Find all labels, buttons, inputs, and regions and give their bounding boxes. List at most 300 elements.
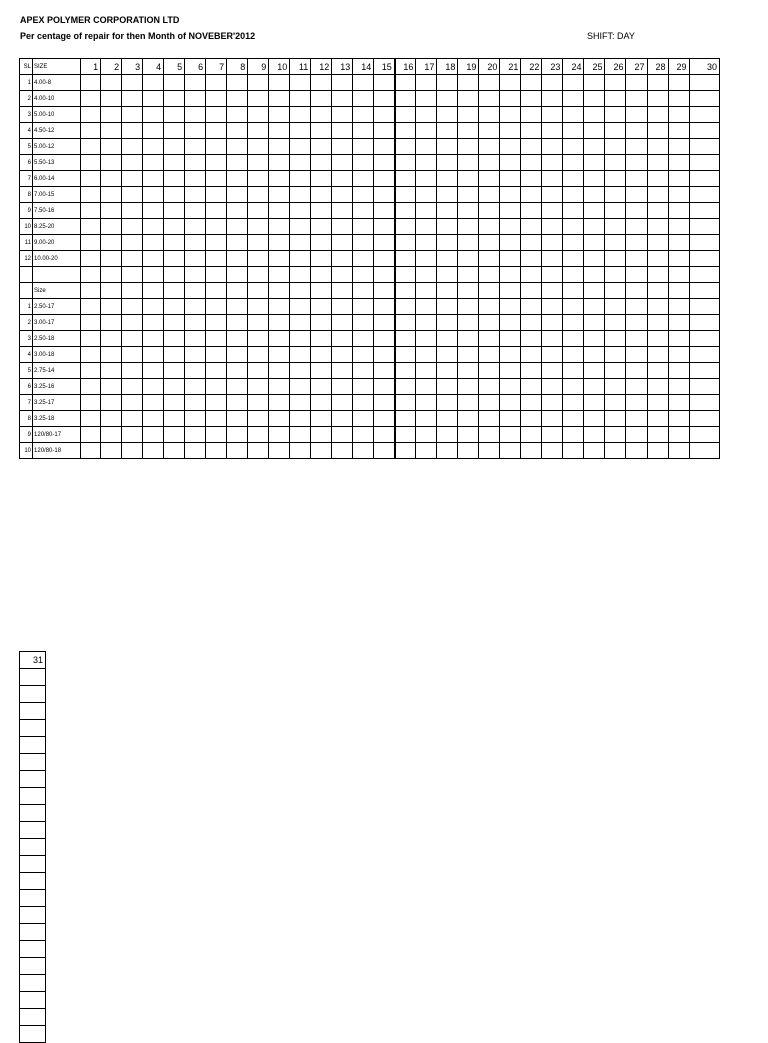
data-cell[interactable] [563, 155, 584, 171]
data-cell[interactable] [206, 299, 227, 315]
data-cell[interactable] [647, 187, 668, 203]
data-cell[interactable] [584, 235, 605, 251]
data-cell[interactable] [353, 331, 374, 347]
data-cell[interactable] [290, 267, 311, 283]
data-cell[interactable] [227, 363, 248, 379]
data-cell[interactable] [20, 805, 46, 822]
data-cell[interactable] [647, 203, 668, 219]
data-cell[interactable] [332, 219, 353, 235]
data-cell[interactable] [101, 251, 122, 267]
data-cell[interactable] [626, 267, 647, 283]
data-cell[interactable] [353, 219, 374, 235]
data-cell[interactable] [605, 443, 626, 459]
data-cell[interactable] [563, 171, 584, 187]
data-cell[interactable] [542, 187, 563, 203]
data-cell[interactable] [332, 347, 353, 363]
data-cell[interactable] [164, 219, 185, 235]
data-cell[interactable] [248, 363, 269, 379]
data-cell[interactable] [374, 299, 395, 315]
data-cell[interactable] [185, 427, 206, 443]
data-cell[interactable] [584, 427, 605, 443]
data-cell[interactable] [122, 107, 143, 123]
data-cell[interactable] [584, 331, 605, 347]
data-cell[interactable] [143, 219, 164, 235]
data-cell[interactable] [374, 395, 395, 411]
data-cell[interactable] [248, 187, 269, 203]
data-cell[interactable] [122, 219, 143, 235]
data-cell[interactable] [269, 123, 290, 139]
data-cell[interactable] [248, 283, 269, 299]
data-cell[interactable] [500, 219, 521, 235]
data-cell[interactable] [185, 347, 206, 363]
data-cell[interactable] [332, 75, 353, 91]
data-cell[interactable] [206, 75, 227, 91]
data-cell[interactable] [122, 203, 143, 219]
data-cell[interactable] [101, 395, 122, 411]
data-cell[interactable] [332, 315, 353, 331]
data-cell[interactable] [563, 235, 584, 251]
data-cell[interactable] [311, 139, 332, 155]
data-cell[interactable] [374, 107, 395, 123]
data-cell[interactable] [668, 299, 689, 315]
data-cell[interactable] [689, 235, 719, 251]
data-cell[interactable] [479, 155, 500, 171]
data-cell[interactable] [185, 139, 206, 155]
data-cell[interactable] [458, 443, 479, 459]
data-cell[interactable] [437, 331, 458, 347]
data-cell[interactable] [353, 299, 374, 315]
data-cell[interactable] [164, 379, 185, 395]
data-cell[interactable] [416, 331, 437, 347]
data-cell[interactable] [689, 363, 719, 379]
data-cell[interactable] [626, 411, 647, 427]
data-cell[interactable] [185, 203, 206, 219]
data-cell[interactable] [668, 315, 689, 331]
data-cell[interactable] [374, 203, 395, 219]
data-cell[interactable] [458, 139, 479, 155]
data-cell[interactable] [626, 91, 647, 107]
data-cell[interactable] [584, 251, 605, 267]
data-cell[interactable] [290, 427, 311, 443]
data-cell[interactable] [164, 283, 185, 299]
data-cell[interactable] [101, 123, 122, 139]
data-cell[interactable] [269, 283, 290, 299]
data-cell[interactable] [689, 443, 719, 459]
data-cell[interactable] [542, 443, 563, 459]
data-cell[interactable] [626, 219, 647, 235]
data-cell[interactable] [479, 331, 500, 347]
data-cell[interactable] [668, 123, 689, 139]
data-cell[interactable] [605, 235, 626, 251]
data-cell[interactable] [563, 315, 584, 331]
data-cell[interactable] [395, 171, 416, 187]
data-cell[interactable] [290, 331, 311, 347]
data-cell[interactable] [458, 171, 479, 187]
data-cell[interactable] [164, 155, 185, 171]
data-cell[interactable] [416, 379, 437, 395]
data-cell[interactable] [668, 235, 689, 251]
data-cell[interactable] [458, 315, 479, 331]
data-cell[interactable] [206, 427, 227, 443]
data-cell[interactable] [81, 267, 101, 283]
data-cell[interactable] [206, 395, 227, 411]
data-cell[interactable] [500, 443, 521, 459]
data-cell[interactable] [143, 379, 164, 395]
data-cell[interactable] [269, 107, 290, 123]
data-cell[interactable] [227, 123, 248, 139]
data-cell[interactable] [689, 187, 719, 203]
data-cell[interactable] [20, 686, 46, 703]
data-cell[interactable] [626, 203, 647, 219]
data-cell[interactable] [353, 171, 374, 187]
data-cell[interactable] [605, 75, 626, 91]
data-cell[interactable] [164, 331, 185, 347]
data-cell[interactable] [290, 155, 311, 171]
data-cell[interactable] [521, 427, 542, 443]
data-cell[interactable] [81, 187, 101, 203]
data-cell[interactable] [101, 139, 122, 155]
data-cell[interactable] [605, 395, 626, 411]
data-cell[interactable] [332, 171, 353, 187]
data-cell[interactable] [20, 771, 46, 788]
data-cell[interactable] [458, 347, 479, 363]
data-cell[interactable] [521, 315, 542, 331]
data-cell[interactable] [143, 203, 164, 219]
data-cell[interactable] [395, 363, 416, 379]
data-cell[interactable] [521, 123, 542, 139]
data-cell[interactable] [81, 379, 101, 395]
data-cell[interactable] [311, 379, 332, 395]
data-cell[interactable] [122, 427, 143, 443]
data-cell[interactable] [605, 155, 626, 171]
data-cell[interactable] [143, 299, 164, 315]
data-cell[interactable] [563, 411, 584, 427]
data-cell[interactable] [290, 91, 311, 107]
data-cell[interactable] [248, 91, 269, 107]
data-cell[interactable] [290, 251, 311, 267]
data-cell[interactable] [143, 107, 164, 123]
data-cell[interactable] [206, 155, 227, 171]
data-cell[interactable] [290, 203, 311, 219]
data-cell[interactable] [668, 187, 689, 203]
data-cell[interactable] [290, 139, 311, 155]
data-cell[interactable] [164, 251, 185, 267]
data-cell[interactable] [101, 443, 122, 459]
data-cell[interactable] [122, 443, 143, 459]
data-cell[interactable] [458, 267, 479, 283]
data-cell[interactable] [626, 75, 647, 91]
data-cell[interactable] [185, 219, 206, 235]
data-cell[interactable] [122, 155, 143, 171]
data-cell[interactable] [122, 411, 143, 427]
data-cell[interactable] [311, 283, 332, 299]
data-cell[interactable] [332, 331, 353, 347]
data-cell[interactable] [332, 411, 353, 427]
data-cell[interactable] [248, 395, 269, 411]
data-cell[interactable] [626, 347, 647, 363]
data-cell[interactable] [143, 251, 164, 267]
data-cell[interactable] [332, 155, 353, 171]
data-cell[interactable] [584, 203, 605, 219]
data-cell[interactable] [185, 443, 206, 459]
data-cell[interactable] [605, 91, 626, 107]
data-cell[interactable] [500, 299, 521, 315]
data-cell[interactable] [458, 395, 479, 411]
data-cell[interactable] [269, 363, 290, 379]
data-cell[interactable] [584, 283, 605, 299]
data-cell[interactable] [81, 171, 101, 187]
data-cell[interactable] [437, 347, 458, 363]
data-cell[interactable] [416, 187, 437, 203]
data-cell[interactable] [479, 411, 500, 427]
data-cell[interactable] [563, 283, 584, 299]
data-cell[interactable] [227, 427, 248, 443]
data-cell[interactable] [81, 299, 101, 315]
data-cell[interactable] [143, 171, 164, 187]
data-cell[interactable] [206, 315, 227, 331]
data-cell[interactable] [647, 235, 668, 251]
data-cell[interactable] [542, 363, 563, 379]
data-cell[interactable] [353, 363, 374, 379]
data-cell[interactable] [143, 363, 164, 379]
data-cell[interactable] [542, 331, 563, 347]
data-cell[interactable] [206, 251, 227, 267]
data-cell[interactable] [458, 203, 479, 219]
data-cell[interactable] [647, 251, 668, 267]
data-cell[interactable] [185, 123, 206, 139]
data-cell[interactable] [500, 347, 521, 363]
data-cell[interactable] [437, 203, 458, 219]
data-cell[interactable] [668, 427, 689, 443]
data-cell[interactable] [563, 107, 584, 123]
data-cell[interactable] [227, 139, 248, 155]
data-cell[interactable] [290, 411, 311, 427]
data-cell[interactable] [584, 171, 605, 187]
data-cell[interactable] [605, 107, 626, 123]
data-cell[interactable] [668, 219, 689, 235]
data-cell[interactable] [101, 331, 122, 347]
data-cell[interactable] [269, 299, 290, 315]
data-cell[interactable] [395, 267, 416, 283]
data-cell[interactable] [143, 427, 164, 443]
data-cell[interactable] [395, 395, 416, 411]
data-cell[interactable] [458, 91, 479, 107]
data-cell[interactable] [143, 283, 164, 299]
data-cell[interactable] [227, 107, 248, 123]
data-cell[interactable] [290, 171, 311, 187]
data-cell[interactable] [605, 411, 626, 427]
data-cell[interactable] [479, 219, 500, 235]
data-cell[interactable] [689, 123, 719, 139]
data-cell[interactable] [206, 283, 227, 299]
data-cell[interactable] [101, 91, 122, 107]
data-cell[interactable] [584, 75, 605, 91]
data-cell[interactable] [353, 347, 374, 363]
data-cell[interactable] [185, 187, 206, 203]
data-cell[interactable] [395, 427, 416, 443]
data-cell[interactable] [332, 427, 353, 443]
data-cell[interactable] [416, 123, 437, 139]
data-cell[interactable] [605, 171, 626, 187]
data-cell[interactable] [206, 91, 227, 107]
data-cell[interactable] [563, 331, 584, 347]
data-cell[interactable] [563, 299, 584, 315]
data-cell[interactable] [290, 75, 311, 91]
data-cell[interactable] [185, 379, 206, 395]
data-cell[interactable] [416, 219, 437, 235]
data-cell[interactable] [143, 267, 164, 283]
data-cell[interactable] [395, 155, 416, 171]
data-cell[interactable] [626, 171, 647, 187]
data-cell[interactable] [185, 411, 206, 427]
data-cell[interactable] [20, 1009, 46, 1026]
data-cell[interactable] [668, 139, 689, 155]
data-cell[interactable] [206, 411, 227, 427]
data-cell[interactable] [416, 299, 437, 315]
data-cell[interactable] [353, 91, 374, 107]
data-cell[interactable] [206, 235, 227, 251]
data-cell[interactable] [164, 123, 185, 139]
data-cell[interactable] [269, 203, 290, 219]
data-cell[interactable] [605, 187, 626, 203]
data-cell[interactable] [395, 347, 416, 363]
data-cell[interactable] [101, 219, 122, 235]
data-cell[interactable] [227, 251, 248, 267]
data-cell[interactable] [374, 347, 395, 363]
data-cell[interactable] [81, 91, 101, 107]
data-cell[interactable] [626, 251, 647, 267]
data-cell[interactable] [185, 315, 206, 331]
data-cell[interactable] [122, 187, 143, 203]
data-cell[interactable] [311, 395, 332, 411]
data-cell[interactable] [374, 331, 395, 347]
data-cell[interactable] [416, 347, 437, 363]
data-cell[interactable] [500, 395, 521, 411]
data-cell[interactable] [605, 267, 626, 283]
data-cell[interactable] [101, 347, 122, 363]
data-cell[interactable] [479, 427, 500, 443]
data-cell[interactable] [185, 251, 206, 267]
data-cell[interactable] [521, 331, 542, 347]
data-cell[interactable] [227, 395, 248, 411]
data-cell[interactable] [479, 363, 500, 379]
data-cell[interactable] [395, 283, 416, 299]
data-cell[interactable] [668, 107, 689, 123]
data-cell[interactable] [143, 411, 164, 427]
data-cell[interactable] [20, 788, 46, 805]
data-cell[interactable] [437, 411, 458, 427]
data-cell[interactable] [206, 203, 227, 219]
data-cell[interactable] [416, 411, 437, 427]
data-cell[interactable] [521, 91, 542, 107]
data-cell[interactable] [668, 379, 689, 395]
data-cell[interactable] [81, 107, 101, 123]
data-cell[interactable] [542, 123, 563, 139]
data-cell[interactable] [605, 379, 626, 395]
data-cell[interactable] [122, 347, 143, 363]
data-cell[interactable] [479, 123, 500, 139]
data-cell[interactable] [668, 91, 689, 107]
data-cell[interactable] [416, 363, 437, 379]
data-cell[interactable] [584, 347, 605, 363]
data-cell[interactable] [416, 91, 437, 107]
data-cell[interactable] [458, 299, 479, 315]
data-cell[interactable] [605, 299, 626, 315]
data-cell[interactable] [479, 443, 500, 459]
data-cell[interactable] [122, 363, 143, 379]
data-cell[interactable] [584, 155, 605, 171]
data-cell[interactable] [101, 187, 122, 203]
data-cell[interactable] [81, 363, 101, 379]
data-cell[interactable] [374, 219, 395, 235]
data-cell[interactable] [584, 315, 605, 331]
data-cell[interactable] [647, 139, 668, 155]
data-cell[interactable] [521, 203, 542, 219]
data-cell[interactable] [563, 395, 584, 411]
data-cell[interactable] [185, 363, 206, 379]
data-cell[interactable] [269, 187, 290, 203]
data-cell[interactable] [647, 91, 668, 107]
data-cell[interactable] [248, 171, 269, 187]
data-cell[interactable] [227, 219, 248, 235]
data-cell[interactable] [437, 75, 458, 91]
data-cell[interactable] [647, 283, 668, 299]
data-cell[interactable] [647, 155, 668, 171]
data-cell[interactable] [647, 75, 668, 91]
data-cell[interactable] [437, 283, 458, 299]
data-cell[interactable] [500, 187, 521, 203]
data-cell[interactable] [458, 219, 479, 235]
data-cell[interactable] [563, 91, 584, 107]
data-cell[interactable] [521, 299, 542, 315]
data-cell[interactable] [542, 155, 563, 171]
data-cell[interactable] [689, 155, 719, 171]
data-cell[interactable] [500, 379, 521, 395]
data-cell[interactable] [353, 251, 374, 267]
data-cell[interactable] [206, 171, 227, 187]
data-cell[interactable] [374, 251, 395, 267]
data-cell[interactable] [521, 347, 542, 363]
data-cell[interactable] [395, 315, 416, 331]
data-cell[interactable] [479, 235, 500, 251]
data-cell[interactable] [563, 379, 584, 395]
data-cell[interactable] [668, 283, 689, 299]
data-cell[interactable] [668, 75, 689, 91]
data-cell[interactable] [689, 315, 719, 331]
data-cell[interactable] [101, 411, 122, 427]
data-cell[interactable] [500, 331, 521, 347]
data-cell[interactable] [395, 411, 416, 427]
data-cell[interactable] [563, 219, 584, 235]
data-cell[interactable] [584, 139, 605, 155]
data-cell[interactable] [521, 411, 542, 427]
data-cell[interactable] [500, 91, 521, 107]
data-cell[interactable] [311, 299, 332, 315]
data-cell[interactable] [521, 363, 542, 379]
data-cell[interactable] [227, 235, 248, 251]
data-cell[interactable] [311, 107, 332, 123]
data-cell[interactable] [563, 123, 584, 139]
data-cell[interactable] [458, 427, 479, 443]
data-cell[interactable] [395, 187, 416, 203]
data-cell[interactable] [668, 251, 689, 267]
data-cell[interactable] [81, 395, 101, 411]
data-cell[interactable] [437, 251, 458, 267]
data-cell[interactable] [584, 219, 605, 235]
data-cell[interactable] [437, 299, 458, 315]
data-cell[interactable] [521, 251, 542, 267]
data-cell[interactable] [20, 703, 46, 720]
